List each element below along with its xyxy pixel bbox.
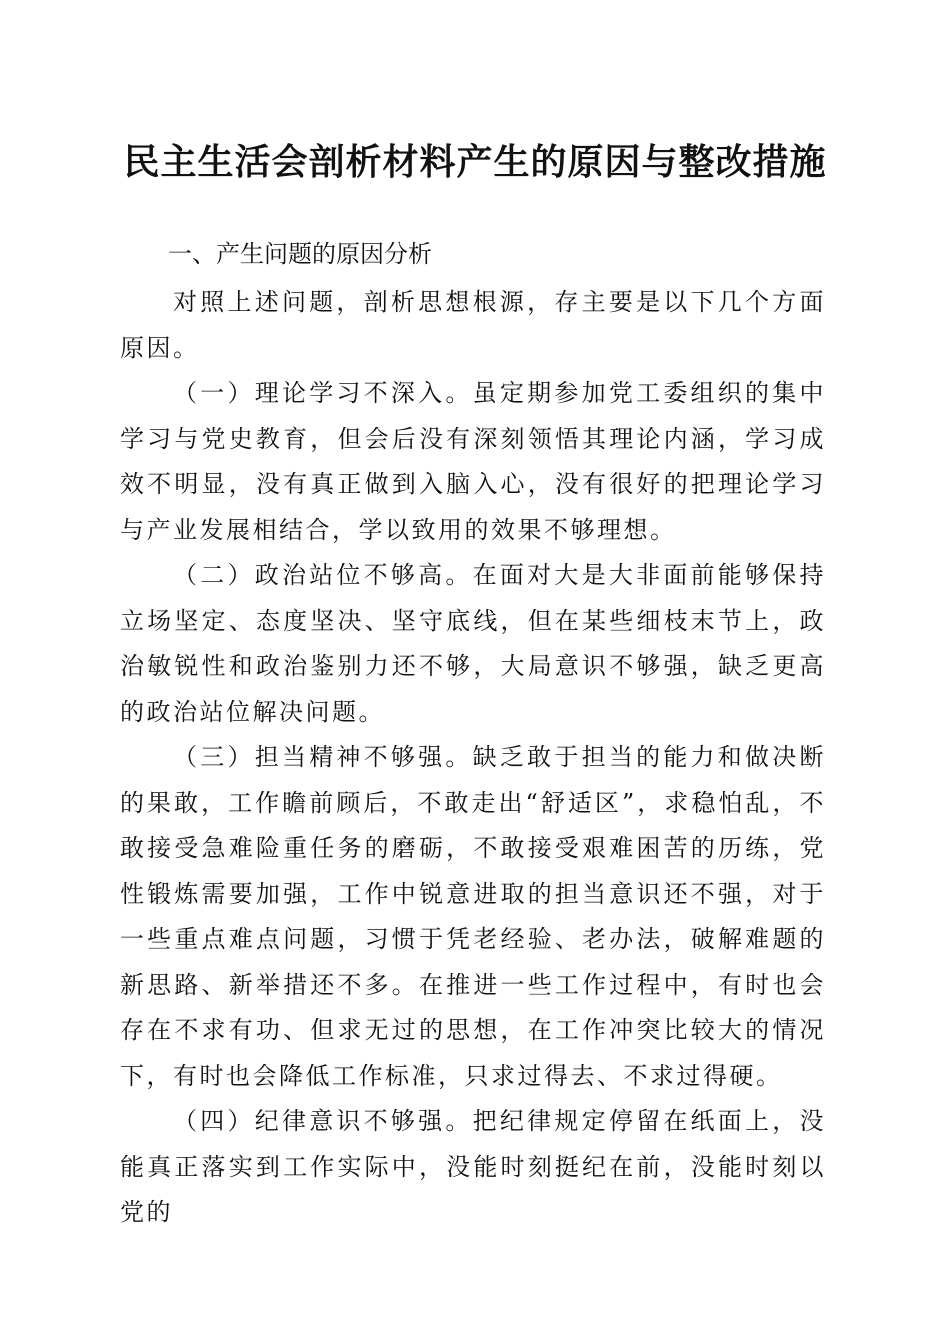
paragraph-4-lead: （四）纪律意识不够强。 [173,1107,473,1135]
document-title: 民主生活会剖析材料产生的原因与整改措施 [123,141,827,183]
paragraph-3-lead: （三）担当精神不够强。 [173,743,473,771]
paragraph-4-text: 把纪律规定停留在纸面上，没能真正落实到工作实际中，没能时刻挺纪在前，没能时刻以党的 [120,1107,827,1226]
paragraph-4 [120,1099,826,1236]
paragraph-2-text: 在面对大是大非面前能够保持立场坚定、态度坚决、坚守底线，但在某些细枝末节上，政治敏锐性和政治鉴别力还不够，大局意识不够强，缺乏更高的政治站位解决问题。 [120,561,827,726]
paragraph-2-lead: （二）政治站位不够高。 [173,561,473,589]
paragraph-1 [120,371,826,553]
paragraph-2 [120,553,826,735]
paragraph-1-text: 虽定期参加党工委组织的集中学习与党史教育，但会后没有深刻领悟其理论内涵，学习成效不明显，没有真正做到入脑入心，没有很好的把理论学习与产业发展相结合，学以致用的效果不够理想。 [120,379,827,544]
paragraph-3 [120,735,826,1099]
section-heading: 一、产生问题的原因分析 [168,240,432,268]
paragraph-3-text: 缺乏敢于担当的能力和做决断的果敢，工作瞻前顾后，不敢走出“舒适区”，求稳怕乱，不敢接受急难险重任务的磨砺，不敢接受艰难困苦的历练，党性锻炼需要加强，工作中锐意进取的担当意识还不强，对于一些重点难点问题，习惯于凭老经验、老办法，破解难题的新思路、新举措还不多。在推进一些工作过程中，有时也会存在不求有功、但求无过的思想，在工作冲突比较大的情况下，有时也会降低工作标准，只求过得去、不求过得硬。 [120,743,827,1090]
intro-paragraph: 对照上述问题，剖析思想根源，存主要是以下几个方面原因。 [120,288,826,362]
paragraph-1-lead: （一）理论学习不深入。 [173,379,473,407]
document-body [120,280,826,1236]
